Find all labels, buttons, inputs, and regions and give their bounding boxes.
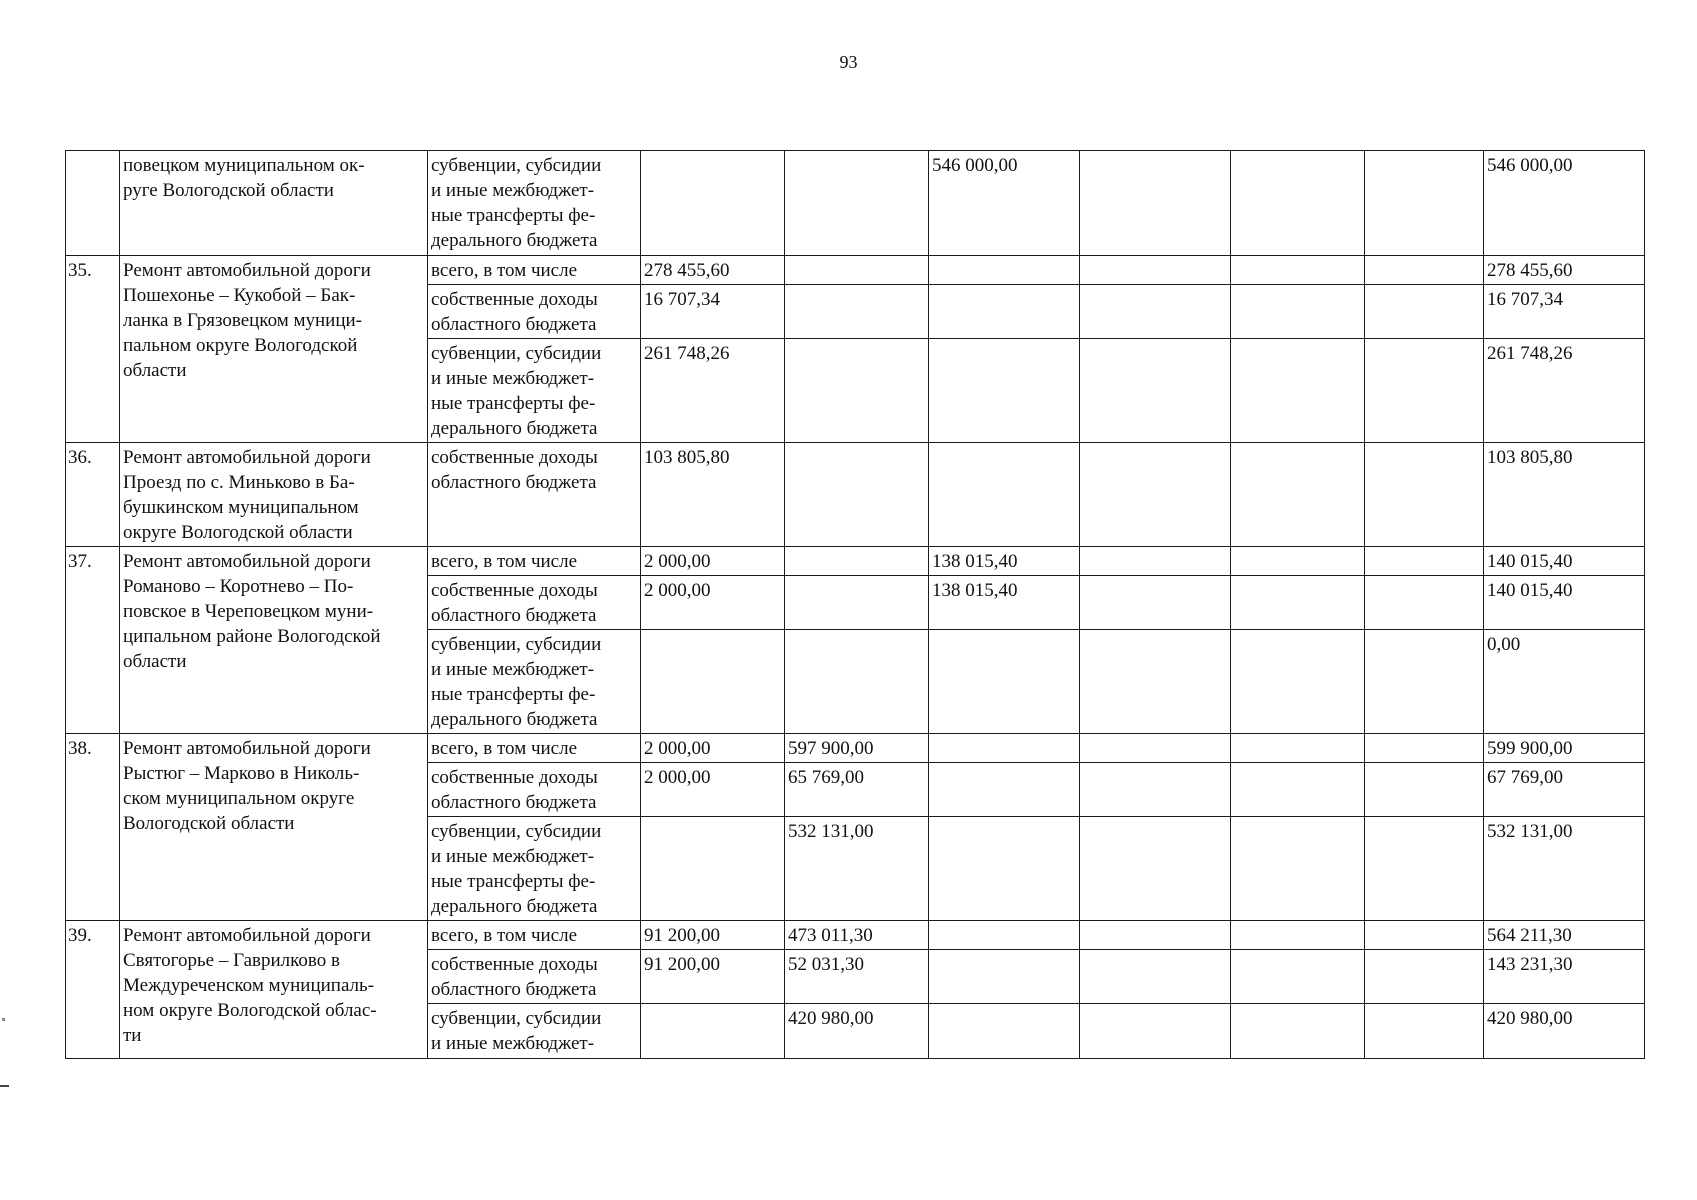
amount-c4 — [1080, 151, 1231, 256]
item-index — [66, 151, 120, 256]
amount-c2 — [785, 285, 929, 339]
funding-source: всего, в том числе — [428, 256, 641, 285]
amount-c2 — [785, 339, 929, 443]
amount-c5 — [1231, 630, 1365, 734]
amount-total: 599 900,00 — [1484, 734, 1645, 763]
amount-c6 — [1365, 1004, 1484, 1059]
funding-source: всего, в том числе — [428, 921, 641, 950]
item-name: Ремонт автомобильной дороги Святогорье – Гаврилково в Междуреченском муниципаль- ном округе Вологодской облас- ти — [120, 921, 428, 1059]
amount-c2 — [785, 576, 929, 630]
item-name: Ремонт автомобильной дороги Проезд по с. Миньково в Ба- бушкинском муниципальном округе Вологодской области — [120, 443, 428, 547]
amount-c5 — [1231, 151, 1365, 256]
item-index: 37. — [66, 547, 120, 734]
amount-c5 — [1231, 443, 1365, 547]
amount-c5 — [1231, 547, 1365, 576]
funding-source: субвенции, субсидии и иные межбюджет- ные трансферты фе- дерального бюджета — [428, 630, 641, 734]
item-name: повецком муниципальном ок- руге Вологодской области — [120, 151, 428, 256]
amount-c1: 91 200,00 — [641, 950, 785, 1004]
amount-total: 261 748,26 — [1484, 339, 1645, 443]
funding-source: собственные доходы областного бюджета — [428, 285, 641, 339]
table-row — [66, 547, 1645, 576]
amount-c3 — [929, 256, 1080, 285]
amount-total: 420 980,00 — [1484, 1004, 1645, 1059]
amount-c1: 278 455,60 — [641, 256, 785, 285]
amount-c1: 2 000,00 — [641, 763, 785, 817]
amount-c1 — [641, 817, 785, 921]
amount-c1: 16 707,34 — [641, 285, 785, 339]
item-name: Ремонт автомобильной дороги Пошехонье – Кукобой – Бак- ланка в Грязовецком муници- пальном округе Вологодской области — [120, 256, 428, 443]
amount-c3 — [929, 817, 1080, 921]
amount-c5 — [1231, 285, 1365, 339]
table-row — [66, 151, 1645, 256]
amount-c4 — [1080, 576, 1231, 630]
amount-c3 — [929, 921, 1080, 950]
amount-c1: 2 000,00 — [641, 734, 785, 763]
amount-c4 — [1080, 763, 1231, 817]
amount-c6 — [1365, 630, 1484, 734]
amount-c1: 2 000,00 — [641, 576, 785, 630]
amount-total: 0,00 — [1484, 630, 1645, 734]
amount-c6 — [1365, 734, 1484, 763]
funding-source: субвенции, субсидии и иные межбюджет- ные трансферты фе- дерального бюджета — [428, 151, 641, 256]
amount-c6 — [1365, 817, 1484, 921]
amount-c5 — [1231, 256, 1365, 285]
item-index: 35. — [66, 256, 120, 443]
funding-source: собственные доходы областного бюджета — [428, 950, 641, 1004]
amount-c3: 138 015,40 — [929, 576, 1080, 630]
amount-c6 — [1365, 921, 1484, 950]
amount-c4 — [1080, 547, 1231, 576]
item-name: Ремонт автомобильной дороги Рыстюг – Марково в Николь- ском муниципальном округе Вологодской области — [120, 734, 428, 921]
amount-c4 — [1080, 443, 1231, 547]
funding-source: собственные доходы областного бюджета — [428, 443, 641, 547]
amount-c5 — [1231, 339, 1365, 443]
amount-c1: 261 748,26 — [641, 339, 785, 443]
amount-c6 — [1365, 763, 1484, 817]
amount-c4 — [1080, 1004, 1231, 1059]
amount-c1 — [641, 151, 785, 256]
funding-source: субвенции, субсидии и иные межбюджет- — [428, 1004, 641, 1059]
amount-c6 — [1365, 547, 1484, 576]
amount-c4 — [1080, 817, 1231, 921]
amount-c3 — [929, 734, 1080, 763]
amount-c3 — [929, 339, 1080, 443]
amount-c5 — [1231, 1004, 1365, 1059]
amount-c3 — [929, 763, 1080, 817]
amount-c2: 52 031,30 — [785, 950, 929, 1004]
amount-c6 — [1365, 576, 1484, 630]
amount-c5 — [1231, 734, 1365, 763]
amount-c2: 420 980,00 — [785, 1004, 929, 1059]
table-row — [66, 734, 1645, 763]
amount-c5 — [1231, 763, 1365, 817]
amount-c2 — [785, 256, 929, 285]
funding-source: собственные доходы областного бюджета — [428, 576, 641, 630]
amount-c1 — [641, 630, 785, 734]
amount-c3 — [929, 630, 1080, 734]
amount-c2 — [785, 547, 929, 576]
amount-total: 278 455,60 — [1484, 256, 1645, 285]
amount-c6 — [1365, 950, 1484, 1004]
amount-c3 — [929, 1004, 1080, 1059]
amount-c4 — [1080, 921, 1231, 950]
amount-c5 — [1231, 921, 1365, 950]
funding-source: субвенции, субсидии и иные межбюджет- ные трансферты фе- дерального бюджета — [428, 817, 641, 921]
amount-c6 — [1365, 151, 1484, 256]
item-index: 39. — [66, 921, 120, 1059]
item-name: Ремонт автомобильной дороги Романово – Коротнево – По- повское в Череповецком муни- ципальном районе Вологодской области — [120, 547, 428, 734]
funding-source: субвенции, субсидии и иные межбюджет- ные трансферты фе- дерального бюджета — [428, 339, 641, 443]
amount-c4 — [1080, 339, 1231, 443]
amount-c6 — [1365, 256, 1484, 285]
amount-c3: 546 000,00 — [929, 151, 1080, 256]
amount-total: 103 805,80 — [1484, 443, 1645, 547]
amount-total: 16 707,34 — [1484, 285, 1645, 339]
amount-c1: 2 000,00 — [641, 547, 785, 576]
amount-c3 — [929, 950, 1080, 1004]
amount-c5 — [1231, 817, 1365, 921]
amount-c4 — [1080, 285, 1231, 339]
amount-c2: 597 900,00 — [785, 734, 929, 763]
amount-c6 — [1365, 339, 1484, 443]
budget-table — [65, 150, 1645, 1059]
amount-c4 — [1080, 256, 1231, 285]
amount-c4 — [1080, 734, 1231, 763]
amount-total: 67 769,00 — [1484, 763, 1645, 817]
amount-c2 — [785, 151, 929, 256]
amount-total: 140 015,40 — [1484, 576, 1645, 630]
amount-total: 140 015,40 — [1484, 547, 1645, 576]
table-row — [66, 443, 1645, 547]
amount-c2: 65 769,00 — [785, 763, 929, 817]
table-body — [66, 151, 1645, 1059]
amount-c3 — [929, 285, 1080, 339]
amount-total: 143 231,30 — [1484, 950, 1645, 1004]
amount-c5 — [1231, 950, 1365, 1004]
amount-c4 — [1080, 950, 1231, 1004]
amount-c6 — [1365, 285, 1484, 339]
amount-total: 564 211,30 — [1484, 921, 1645, 950]
page-number: 93 — [839, 52, 858, 72]
amount-c6 — [1365, 443, 1484, 547]
item-index: 38. — [66, 734, 120, 921]
amount-c5 — [1231, 576, 1365, 630]
amount-c1: 91 200,00 — [641, 921, 785, 950]
table-row — [66, 256, 1645, 285]
amount-total: 532 131,00 — [1484, 817, 1645, 921]
funding-source: собственные доходы областного бюджета — [428, 763, 641, 817]
item-index: 36. — [66, 443, 120, 547]
amount-c1: 103 805,80 — [641, 443, 785, 547]
amount-c3 — [929, 443, 1080, 547]
amount-c2 — [785, 630, 929, 734]
amount-total: 546 000,00 — [1484, 151, 1645, 256]
amount-c2: 532 131,00 — [785, 817, 929, 921]
margin-dot — [2, 1018, 5, 1021]
table-row — [66, 921, 1645, 950]
funding-source: всего, в том числе — [428, 547, 641, 576]
margin-mark — [0, 1085, 9, 1087]
amount-c2: 473 011,30 — [785, 921, 929, 950]
amount-c1 — [641, 1004, 785, 1059]
amount-c3: 138 015,40 — [929, 547, 1080, 576]
amount-c4 — [1080, 630, 1231, 734]
amount-c2 — [785, 443, 929, 547]
funding-source: всего, в том числе — [428, 734, 641, 763]
